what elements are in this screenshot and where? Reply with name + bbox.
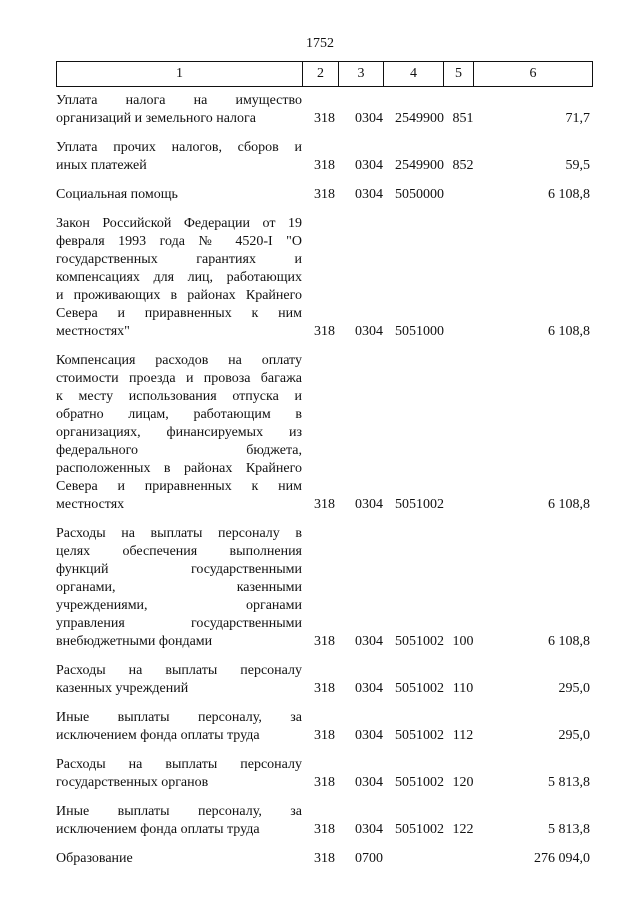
row-col-6: 295,0: [558, 681, 590, 696]
row-description: [56, 525, 302, 651]
row-col-2: 318: [314, 775, 335, 790]
table-row: [56, 803, 596, 839]
row-col-6: 71,7: [565, 111, 590, 126]
row-col-4: 2549900: [395, 111, 444, 126]
row-col-3: 0700: [355, 851, 383, 866]
row-col-6: 295,0: [558, 728, 590, 743]
row-description: [56, 803, 302, 839]
row-col-4: 5051002: [395, 728, 444, 743]
column-header-1: 1: [57, 62, 303, 87]
column-header-row: [57, 62, 593, 87]
description-line: учреждениями, органами: [56, 598, 302, 613]
description-line: исключением фонда оплаты труда: [56, 822, 260, 837]
row-col-6: 59,5: [565, 158, 590, 173]
description-line: Расходы на выплаты персоналу в: [56, 526, 302, 541]
row-col-3: 0304: [355, 634, 383, 649]
row-col-4: 5051002: [395, 775, 444, 790]
table-row: [56, 709, 596, 745]
description-line: Севера и приравненных к ним: [56, 479, 302, 494]
table-row: [56, 92, 596, 128]
description-line: Закон Российской Федерации от 19: [56, 216, 302, 231]
row-col-4: 5051002: [395, 634, 444, 649]
column-header-3: 3: [339, 62, 384, 87]
description-line: обратно лицам, работающим в: [56, 407, 302, 422]
row-col-5: 851: [452, 111, 474, 126]
table-row: [56, 215, 596, 341]
column-header-table: [56, 61, 593, 87]
row-col-6: 6 108,8: [548, 634, 590, 649]
row-description: [56, 139, 302, 175]
column-header-2: 2: [303, 62, 339, 87]
description-line: организациях, финансируемых из: [56, 425, 302, 440]
row-col-4: 5051002: [395, 497, 444, 512]
budget-rows: [56, 92, 596, 879]
row-col-5: 122: [452, 822, 474, 837]
row-col-4: 5051002: [395, 822, 444, 837]
description-line: компенсациях для лиц, работающих: [56, 270, 302, 285]
row-col-2: 318: [314, 822, 335, 837]
column-header-6: 6: [474, 62, 593, 87]
column-header-5: 5: [444, 62, 474, 87]
description-line: организаций и земельного налога: [56, 111, 256, 126]
table-row: [56, 525, 596, 651]
row-col-2: 318: [314, 728, 335, 743]
description-line: февраля 1993 года № 4520-I "О: [56, 234, 302, 249]
description-line: Уплата прочих налогов, сборов и: [56, 140, 302, 155]
description-line: иных платежей: [56, 158, 147, 173]
row-col-5: 112: [452, 728, 474, 743]
row-col-2: 318: [314, 324, 335, 339]
description-line: Образование: [56, 851, 133, 866]
table-row: [56, 850, 596, 868]
row-col-5: 852: [452, 158, 474, 173]
description-line: местностях: [56, 497, 125, 512]
description-line: Иные выплаты персоналу, за: [56, 710, 302, 725]
description-line: стоимости проезда и провоза багажа: [56, 371, 302, 386]
row-col-6: 6 108,8: [548, 497, 590, 512]
row-col-6: 6 108,8: [548, 187, 590, 202]
row-col-3: 0304: [355, 728, 383, 743]
table-row: [56, 186, 596, 204]
row-col-4: 5051000: [395, 324, 444, 339]
row-col-6: 5 813,8: [548, 775, 590, 790]
row-col-3: 0304: [355, 111, 383, 126]
row-col-2: 318: [314, 187, 335, 202]
description-line: казенных учреждений: [56, 681, 189, 696]
description-line: Уплата налога на имущество: [56, 93, 302, 108]
row-col-3: 0304: [355, 822, 383, 837]
row-col-2: 318: [314, 497, 335, 512]
description-line: местностях": [56, 324, 130, 339]
row-col-6: 5 813,8: [548, 822, 590, 837]
row-col-6: 276 094,0: [534, 851, 590, 866]
description-line: государственных гарантиях и: [56, 252, 302, 267]
row-col-2: 318: [314, 851, 335, 866]
row-description: [56, 215, 302, 341]
row-description: [56, 662, 302, 698]
table-row: [56, 662, 596, 698]
column-header-4: 4: [384, 62, 444, 87]
description-line: государственных органов: [56, 775, 209, 790]
row-description: [56, 709, 302, 745]
description-line: и проживающих в районах Крайнего: [56, 288, 302, 303]
description-line: федерального бюджета,: [56, 443, 302, 458]
row-col-2: 318: [314, 111, 335, 126]
row-col-2: 318: [314, 634, 335, 649]
row-col-2: 318: [314, 158, 335, 173]
description-line: расположенных в районах Крайнего: [56, 461, 302, 476]
description-line: Севера и приравненных к ним: [56, 306, 302, 321]
row-description: [56, 756, 302, 792]
row-col-3: 0304: [355, 324, 383, 339]
table-row: [56, 756, 596, 792]
row-col-3: 0304: [355, 187, 383, 202]
description-line: Компенсация расходов на оплату: [56, 353, 302, 368]
row-description: [56, 850, 302, 868]
description-line: Иные выплаты персоналу, за: [56, 804, 302, 819]
row-col-5: 100: [452, 634, 474, 649]
row-col-5: 110: [452, 681, 474, 696]
description-line: целях обеспечения выполнения: [56, 544, 302, 559]
description-line: Расходы на выплаты персоналу: [56, 757, 302, 772]
row-description: [56, 186, 302, 204]
row-description: [56, 352, 302, 514]
page-number: 1752: [306, 36, 334, 51]
description-line: Социальная помощь: [56, 187, 178, 202]
table-row: [56, 352, 596, 514]
description-line: внебюджетными фондами: [56, 634, 213, 649]
row-col-3: 0304: [355, 497, 383, 512]
description-line: функций государственными: [56, 562, 302, 577]
row-description: [56, 92, 302, 128]
description-line: к месту использования отпуска и: [56, 389, 302, 404]
row-col-6: 6 108,8: [548, 324, 590, 339]
row-col-5: 120: [452, 775, 474, 790]
row-col-4: 5050000: [395, 187, 444, 202]
row-col-3: 0304: [355, 158, 383, 173]
row-col-4: 5051002: [395, 681, 444, 696]
row-col-4: 2549900: [395, 158, 444, 173]
row-col-2: 318: [314, 681, 335, 696]
table-row: [56, 139, 596, 175]
description-line: органами, казенными: [56, 580, 302, 595]
description-line: исключением фонда оплаты труда: [56, 728, 260, 743]
row-col-3: 0304: [355, 681, 383, 696]
description-line: управления государственными: [56, 616, 302, 631]
description-line: Расходы на выплаты персоналу: [56, 663, 302, 678]
row-col-3: 0304: [355, 775, 383, 790]
